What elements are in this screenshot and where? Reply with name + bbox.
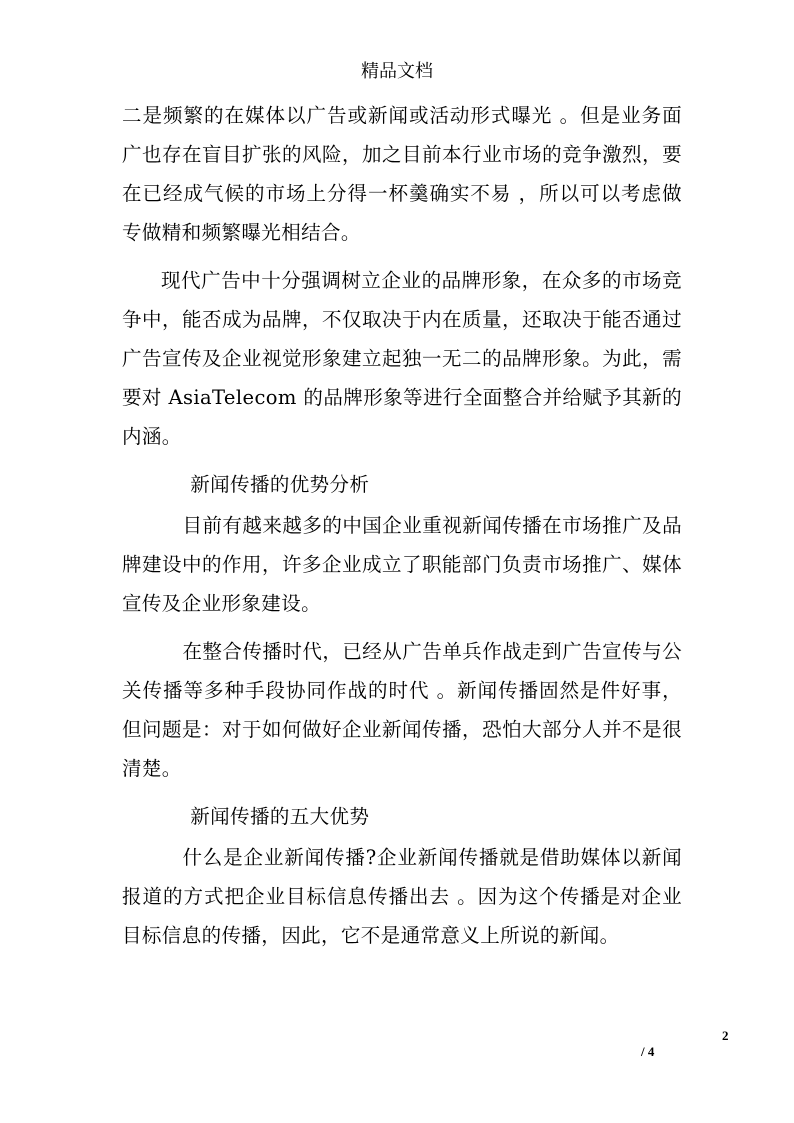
paragraph-1: 二是频繁的在媒体以广告或新闻或活动形式曝光 。但是业务面广也存在盲目扩张的风险，加之目前本行业市场的竞争激烈，要在已经成气候的市场上分得一杯羹确实不易 ，所以可以考虑做专做精和频繁曝光相结合。 [122, 104, 682, 244]
section-heading-five-advantages: 新闻传播的五大优势 [190, 805, 370, 828]
paragraph-4: 在整合传播时代，已经从广告单兵作战走到广告宣传与公关传播等多种手段协同作战的时代 。新闻传播固然是件好事，但问题是：对于如何做好企业新闻传播，恐怕大部分人并不是很清楚。 [122, 640, 682, 780]
paragraph-3: 目前有越来越多的中国企业重视新闻传播在市场推广及品牌建设中的作用，许多企业成立了职能部门负责市场推广、媒体宣传及企业形象建设。 [122, 514, 682, 615]
section-heading-advantage-analysis: 新闻传播的优势分析 [190, 473, 370, 496]
paragraph-5: 什么是企业新闻传播?企业新闻传播就是借助媒体以新闻报道的方式把企业目标信息传播出去 。因为这个传播是对企业目标信息的传播，因此，它不是通常意义上所说的新闻。 [122, 846, 682, 947]
page-total: / 4 [641, 1044, 655, 1059]
page-header-title: 精品文档 [361, 61, 433, 82]
paragraph-2: 现代广告中十分强调树立企业的品牌形象，在众多的市场竞争中，能否成为品牌，不仅取决于内在质量，还取决于能否通过广告宣传及企业视觉形象建立起独一无二的品牌形象。为此，需要对 AsiaTelecom 的品牌形象等进行全面整合并给赋予其新的内涵。 [122, 269, 682, 448]
document-body [122, 96, 682, 955]
page-number: 2 [722, 1028, 729, 1043]
